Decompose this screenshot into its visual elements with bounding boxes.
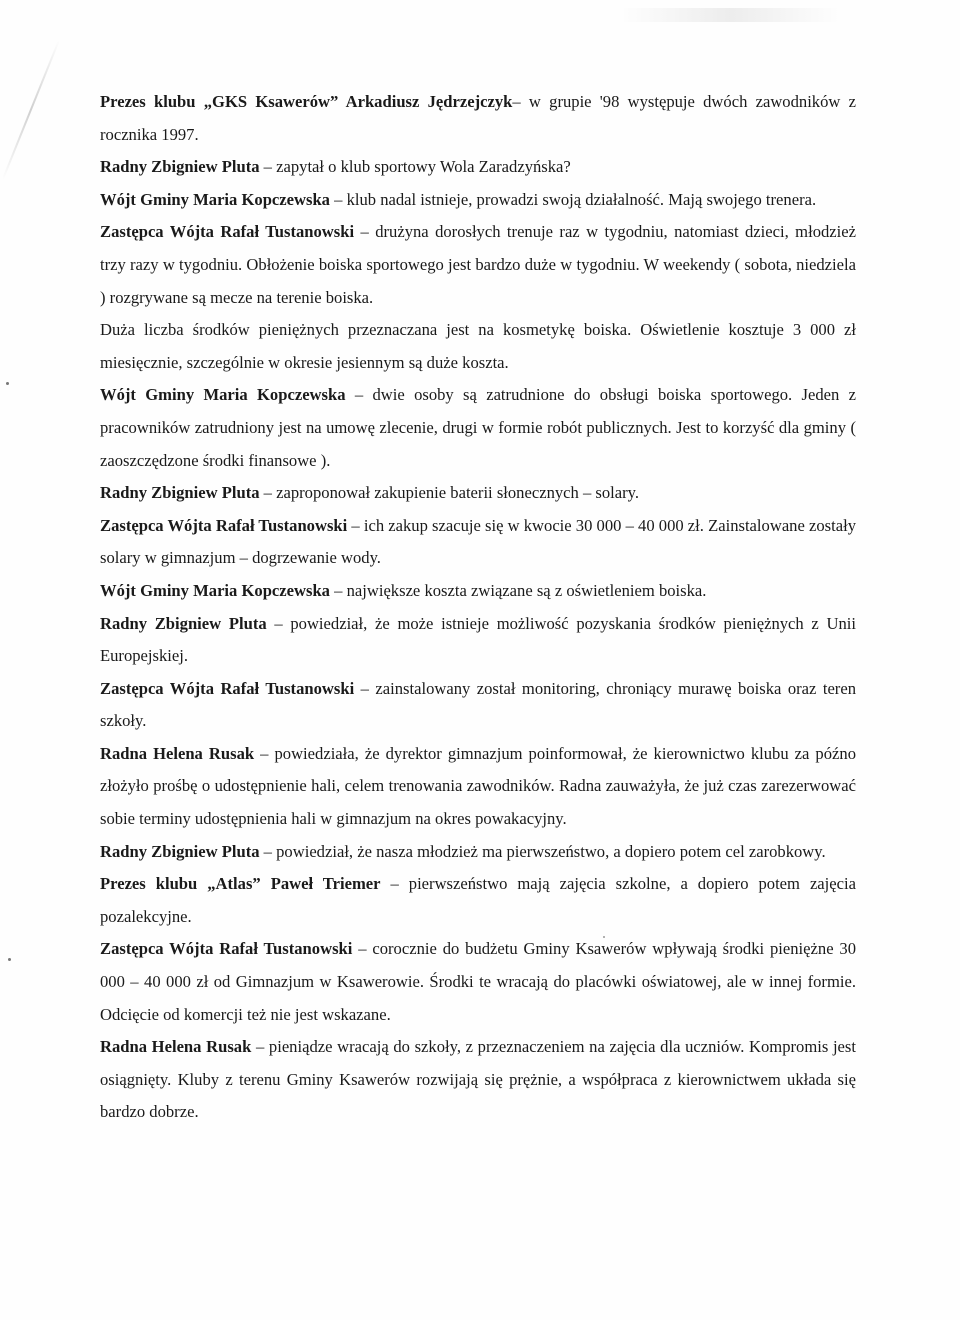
speaker-name: Radna Helena Rusak [100, 1037, 252, 1057]
paragraph-text: – pierwszeństwo mają zajęcia szkolne, a dopiero potem zajęcia pozalekcyjne. [100, 874, 856, 926]
speaker-name: Radny Zbigniew Pluta [100, 483, 260, 503]
paragraph-text: – powiedziała, że dyrektor gimnazjum poinformował, że kierownictwo klubu za późno złożyło prośbę o udostępnienie hali, celem trenowania zawodników. Radna zauważyła, że już czas zarezerwować sobie terminy udostępnienia hali w gimnazjum na okres powakacyjny. [100, 743, 856, 829]
paragraph [100, 836, 856, 869]
paragraph-text: – drużyna dorosłych trenuje raz w tygodniu, natomiast dzieci, młodzież trzy razy w tygodniu. Obłożenie boiska sportowego jest bardzo duże w tygodniu. W weekendy ( sobota, niedziela ) rozgrywane są mecze na terenie boiska. [100, 222, 856, 307]
speaker-name: Prezes klubu „GKS Ksawerów” Arkadiusz Jędrzejczyk [100, 92, 513, 111]
paragraph [100, 673, 856, 738]
document-body [100, 86, 856, 1129]
paragraph-text: – pieniądze wracają do szkoły, z przeznaczeniem na zajęcia dla uczniów. Kompromis jest osiągnięty. Kluby z terenu Gminy Ksawerów rozwijają się prężnie, a współpraca z kierownictwem układa się bardzo dobrze. [100, 1037, 856, 1122]
paragraph-text: – zaproponował zakupienie baterii słonecznych – solary. [259, 483, 640, 503]
paragraph [100, 608, 856, 673]
speaker-name: Wójt Gminy Maria Kopczewska [100, 385, 346, 405]
paragraph [100, 477, 856, 510]
paragraph [100, 868, 856, 933]
speaker-name: Radny Zbigniew Pluta [100, 613, 267, 633]
speaker-name: Radny Zbigniew Pluta [100, 157, 260, 177]
paragraph [100, 738, 856, 836]
paragraph [100, 151, 856, 184]
speaker-name: Zastępca Wójta Rafał Tustanowski [100, 939, 353, 959]
paragraph [100, 216, 856, 314]
scan-artifact-dot [6, 382, 9, 385]
paragraph [100, 510, 856, 575]
speaker-name: Prezes klubu „Atlas” Paweł Triemer [100, 874, 381, 894]
scan-artifact-dot [8, 958, 11, 961]
speaker-name: Zastępca Wójta Rafał Tustanowski [100, 515, 348, 535]
paragraph [100, 1031, 856, 1129]
paragraph-text: – zapytał o klub sportowy Wola Zaradzyńska? [259, 157, 571, 177]
paragraph-text: – dwie osoby są zatrudnione do obsługi boiska sportowego. Jeden z pracowników zatrudniony jest na umowę zlecenie, drugi w formie robót publicznych. Jest to korzyść dla gminy ( zaoszczędzone środki finansowe ). [100, 385, 857, 470]
paragraph-text: Duża liczba środków pieniężnych przeznaczana jest na kosmetykę boiska. Oświetlenie kosztuje 3 000 zł miesięcznie, szczególnie w okresie jesiennym są duże koszta. [100, 320, 856, 372]
speaker-name: Radna Helena Rusak [100, 743, 255, 763]
scan-artifact-line [2, 40, 60, 180]
paragraph [100, 933, 856, 1031]
paragraph-text: – klub nadal istnieje, prowadzi swoją działalność. Mają swojego trenera. [329, 189, 817, 209]
paragraph [100, 86, 856, 151]
speaker-name: Zastępca Wójta Rafał Tustanowski [100, 222, 355, 242]
paragraph [100, 575, 856, 608]
speaker-name: Zastępca Wójta Rafał Tustanowski [100, 678, 355, 698]
paragraph [100, 184, 856, 217]
paragraph-text: – powiedział, że może istnieje możliwość pozyskania środków pieniężnych z Unii Europejskiej. [100, 613, 856, 666]
scan-artifact-smudge [620, 8, 840, 22]
speaker-name: Wójt Gminy Maria Kopczewska [100, 580, 330, 600]
paragraph-text: – największe koszta związane są z oświetleniem boiska. [329, 580, 707, 600]
paragraph-text: – powiedział, że nasza młodzież ma pierwszeństwo, a dopiero potem cel zarobkowy. [259, 841, 826, 861]
speaker-name: Radny Zbigniew Pluta [100, 841, 260, 861]
paragraph [100, 314, 856, 379]
paragraph-text: – ich zakup szacuje się w kwocie 30 000 – 40 000 zł. Zainstalowane zostały solary w gimnazjum – dogrzewanie wody. [100, 515, 856, 568]
paragraph-text: – zainstalowany został monitoring, chroniący murawę boiska oraz teren szkoły. [100, 678, 856, 731]
paragraph [100, 379, 856, 477]
paragraph-text: – corocznie do budżetu Gminy Ksawerów wpływają środki pieniężne 30 000 – 40 000 zł od Gimnazjum w Ksawerowie. Środki te wracają do placówki oświatowej, ale w innej formie. Odcięcie od komercji też nie jest wskazane. [100, 939, 857, 1024]
paragraph-text: – w grupie '98 występuje dwóch zawodników z rocznika 1997. [100, 92, 856, 144]
speaker-name: Wójt Gminy Maria Kopczewska [100, 189, 330, 209]
